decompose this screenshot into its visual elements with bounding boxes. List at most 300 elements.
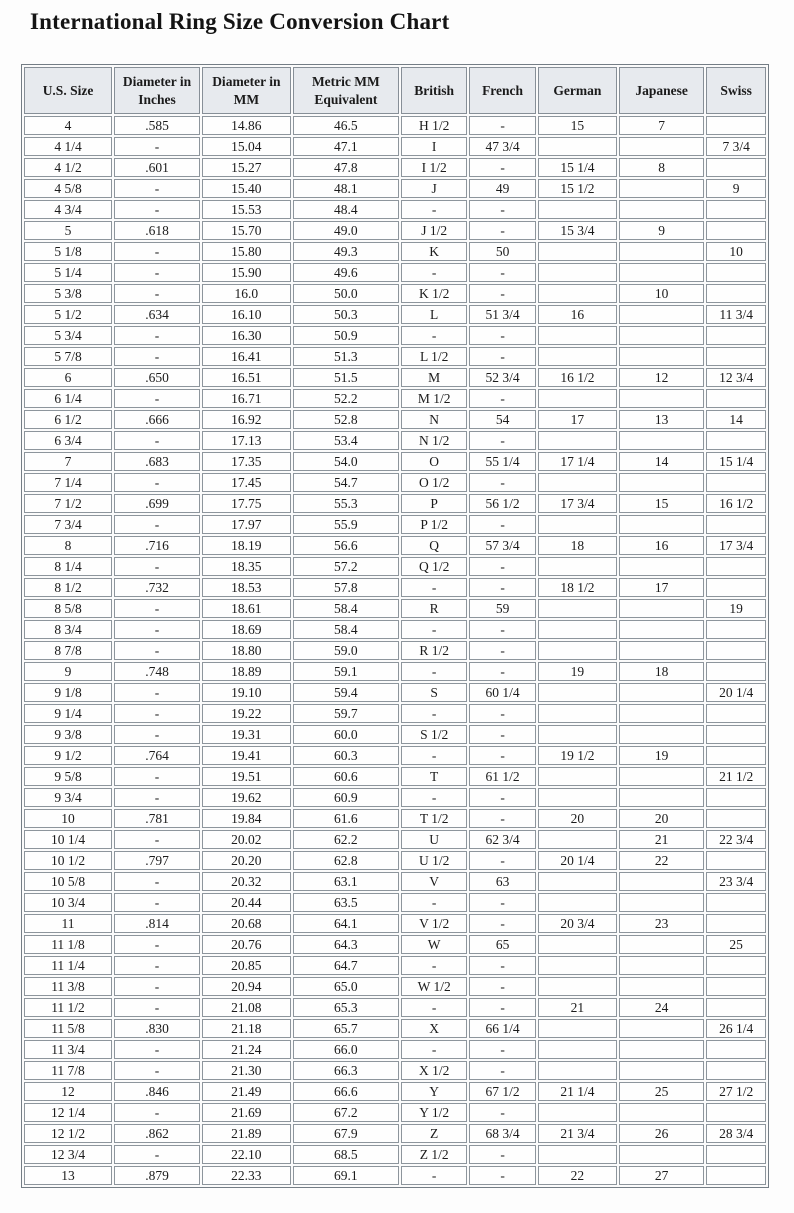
table-cell: P bbox=[401, 494, 467, 513]
table-cell: - bbox=[469, 389, 535, 408]
table-cell: 19 1/2 bbox=[538, 746, 617, 765]
table-cell: 12 bbox=[24, 1082, 112, 1101]
table-cell: 15.53 bbox=[202, 200, 291, 219]
table-cell: 8 1/4 bbox=[24, 557, 112, 576]
table-cell bbox=[706, 116, 766, 135]
table-row bbox=[24, 263, 766, 282]
table-cell: 6 1/2 bbox=[24, 410, 112, 429]
table-cell: 11 7/8 bbox=[24, 1061, 112, 1080]
table-cell: 66 1/4 bbox=[469, 1019, 535, 1038]
table-cell: - bbox=[469, 1145, 535, 1164]
table-cell: 10 1/2 bbox=[24, 851, 112, 870]
table-cell: - bbox=[114, 179, 200, 198]
table-row bbox=[24, 1019, 766, 1038]
table-cell: 26 1/4 bbox=[706, 1019, 766, 1038]
table-cell: 51.5 bbox=[293, 368, 399, 387]
table-cell: 27 1/2 bbox=[706, 1082, 766, 1101]
table-cell: 20.32 bbox=[202, 872, 291, 891]
table-cell bbox=[706, 746, 766, 765]
table-cell: 67.2 bbox=[293, 1103, 399, 1122]
table-cell: W 1/2 bbox=[401, 977, 467, 996]
table-cell: 5 3/4 bbox=[24, 326, 112, 345]
table-cell: - bbox=[469, 473, 535, 492]
table-cell: - bbox=[114, 473, 200, 492]
table-cell: - bbox=[401, 200, 467, 219]
table-cell: 63.1 bbox=[293, 872, 399, 891]
table-cell: - bbox=[114, 830, 200, 849]
table-cell: 55.9 bbox=[293, 515, 399, 534]
table-cell: U bbox=[401, 830, 467, 849]
table-cell bbox=[706, 1040, 766, 1059]
table-cell bbox=[538, 956, 617, 975]
table-cell bbox=[619, 1040, 704, 1059]
table-cell bbox=[538, 872, 617, 891]
table-cell: - bbox=[401, 956, 467, 975]
table-cell: 4 1/4 bbox=[24, 137, 112, 156]
table-cell: 50.9 bbox=[293, 326, 399, 345]
table-cell: - bbox=[114, 389, 200, 408]
table-cell bbox=[706, 473, 766, 492]
table-cell: .732 bbox=[114, 578, 200, 597]
table-cell bbox=[538, 1040, 617, 1059]
table-cell: 15 1/4 bbox=[538, 158, 617, 177]
table-cell: 5 1/4 bbox=[24, 263, 112, 282]
table-cell: W bbox=[401, 935, 467, 954]
table-row bbox=[24, 200, 766, 219]
table-cell: 4 bbox=[24, 116, 112, 135]
table-cell: - bbox=[401, 578, 467, 597]
table-cell: 11 1/4 bbox=[24, 956, 112, 975]
table-cell: 7 1/4 bbox=[24, 473, 112, 492]
table-cell: Z bbox=[401, 1124, 467, 1143]
table-cell: - bbox=[469, 578, 535, 597]
table-cell: T 1/2 bbox=[401, 809, 467, 828]
column-header-metric-mm-equivalent: Metric MM Equivalent bbox=[293, 67, 399, 114]
column-header-swiss: Swiss bbox=[706, 67, 766, 114]
table-row bbox=[24, 1124, 766, 1143]
table-cell: 9 1/4 bbox=[24, 704, 112, 723]
table-cell: - bbox=[114, 599, 200, 618]
table-cell: - bbox=[114, 326, 200, 345]
table-cell bbox=[706, 704, 766, 723]
table-cell: 20 1/4 bbox=[538, 851, 617, 870]
table-cell: 5 7/8 bbox=[24, 347, 112, 366]
table-cell: 67.9 bbox=[293, 1124, 399, 1143]
table-cell: 20 bbox=[538, 809, 617, 828]
table-cell bbox=[706, 809, 766, 828]
table-cell bbox=[538, 935, 617, 954]
table-cell: 21.18 bbox=[202, 1019, 291, 1038]
table-cell: - bbox=[401, 1040, 467, 1059]
table-cell: - bbox=[469, 998, 535, 1017]
table-row bbox=[24, 137, 766, 156]
table-cell: X 1/2 bbox=[401, 1061, 467, 1080]
table-cell: 51 3/4 bbox=[469, 305, 535, 324]
table-cell: - bbox=[469, 1166, 535, 1185]
table-cell: V 1/2 bbox=[401, 914, 467, 933]
table-cell: - bbox=[114, 620, 200, 639]
table-cell: Q bbox=[401, 536, 467, 555]
table-cell: 19 bbox=[619, 746, 704, 765]
table-row bbox=[24, 704, 766, 723]
table-cell bbox=[619, 935, 704, 954]
table-cell: .781 bbox=[114, 809, 200, 828]
table-row bbox=[24, 893, 766, 912]
table-cell bbox=[538, 1145, 617, 1164]
table-cell bbox=[538, 893, 617, 912]
table-cell: 59.1 bbox=[293, 662, 399, 681]
table-cell bbox=[706, 389, 766, 408]
table-cell: Y bbox=[401, 1082, 467, 1101]
table-cell: - bbox=[114, 683, 200, 702]
table-body bbox=[24, 116, 766, 1185]
table-row bbox=[24, 767, 766, 786]
table-cell: - bbox=[401, 263, 467, 282]
table-row bbox=[24, 641, 766, 660]
table-cell: 10 bbox=[706, 242, 766, 261]
table-cell: 25 bbox=[619, 1082, 704, 1101]
table-cell: 14 bbox=[619, 452, 704, 471]
table-cell: - bbox=[469, 221, 535, 240]
table-cell: 20.76 bbox=[202, 935, 291, 954]
table-cell: .830 bbox=[114, 1019, 200, 1038]
table-cell: 18.89 bbox=[202, 662, 291, 681]
table-cell: .879 bbox=[114, 1166, 200, 1185]
table-cell bbox=[619, 683, 704, 702]
table-cell: N bbox=[401, 410, 467, 429]
table-cell: - bbox=[401, 1166, 467, 1185]
table-row bbox=[24, 431, 766, 450]
table-cell: - bbox=[401, 998, 467, 1017]
table-cell: 19.62 bbox=[202, 788, 291, 807]
table-cell: 21 bbox=[619, 830, 704, 849]
table-cell: 8 bbox=[24, 536, 112, 555]
table-row bbox=[24, 725, 766, 744]
table-cell bbox=[706, 1145, 766, 1164]
table-cell: 58.4 bbox=[293, 599, 399, 618]
table-cell bbox=[538, 830, 617, 849]
table-cell: 54 bbox=[469, 410, 535, 429]
table-cell: 14 bbox=[706, 410, 766, 429]
table-cell: M 1/2 bbox=[401, 389, 467, 408]
table-cell bbox=[706, 1061, 766, 1080]
table-cell: 19.84 bbox=[202, 809, 291, 828]
table-cell: 18 1/2 bbox=[538, 578, 617, 597]
table-cell bbox=[538, 515, 617, 534]
table-cell bbox=[619, 263, 704, 282]
table-cell: - bbox=[114, 788, 200, 807]
table-cell: 22.33 bbox=[202, 1166, 291, 1185]
table-cell: 16 1/2 bbox=[538, 368, 617, 387]
table-cell: 47.8 bbox=[293, 158, 399, 177]
table-cell bbox=[706, 1103, 766, 1122]
table-cell: - bbox=[114, 1061, 200, 1080]
table-cell bbox=[619, 1061, 704, 1080]
table-cell: - bbox=[114, 200, 200, 219]
table-row bbox=[24, 977, 766, 996]
table-cell: 16.92 bbox=[202, 410, 291, 429]
table-cell: 6 3/4 bbox=[24, 431, 112, 450]
table-cell bbox=[538, 704, 617, 723]
ring-size-conversion-table bbox=[21, 64, 769, 1188]
table-cell bbox=[538, 1019, 617, 1038]
table-cell: .683 bbox=[114, 452, 200, 471]
table-cell: V bbox=[401, 872, 467, 891]
table-cell: - bbox=[469, 263, 535, 282]
table-cell bbox=[619, 620, 704, 639]
table-cell bbox=[538, 347, 617, 366]
table-cell: 9 3/4 bbox=[24, 788, 112, 807]
table-cell: 15.40 bbox=[202, 179, 291, 198]
table-cell bbox=[619, 515, 704, 534]
table-row bbox=[24, 305, 766, 324]
table-cell: O bbox=[401, 452, 467, 471]
table-cell: - bbox=[469, 641, 535, 660]
table-cell: 7 bbox=[619, 116, 704, 135]
table-cell: 16.71 bbox=[202, 389, 291, 408]
table-cell: 15 bbox=[619, 494, 704, 513]
table-cell: X bbox=[401, 1019, 467, 1038]
table-cell bbox=[706, 515, 766, 534]
table-cell: 57.8 bbox=[293, 578, 399, 597]
table-row bbox=[24, 410, 766, 429]
table-cell: 7 1/2 bbox=[24, 494, 112, 513]
table-cell: 63.5 bbox=[293, 893, 399, 912]
table-cell: 64.3 bbox=[293, 935, 399, 954]
table-header-row bbox=[24, 67, 766, 114]
table-cell: 6 1/4 bbox=[24, 389, 112, 408]
table-cell: 54.0 bbox=[293, 452, 399, 471]
table-cell: - bbox=[469, 326, 535, 345]
table-cell: 65 bbox=[469, 935, 535, 954]
table-row bbox=[24, 683, 766, 702]
table-cell: 69.1 bbox=[293, 1166, 399, 1185]
table-cell: - bbox=[114, 935, 200, 954]
table-cell: 23 3/4 bbox=[706, 872, 766, 891]
table-cell: 15.90 bbox=[202, 263, 291, 282]
table-cell: - bbox=[469, 788, 535, 807]
table-cell: 15 1/4 bbox=[706, 452, 766, 471]
table-cell bbox=[706, 893, 766, 912]
table-cell: 18.69 bbox=[202, 620, 291, 639]
table-cell: - bbox=[401, 746, 467, 765]
table-cell: .601 bbox=[114, 158, 200, 177]
table-cell: 20.94 bbox=[202, 977, 291, 996]
table-cell: - bbox=[469, 1103, 535, 1122]
table-cell bbox=[619, 347, 704, 366]
table-row bbox=[24, 599, 766, 618]
table-cell: 61.6 bbox=[293, 809, 399, 828]
table-row bbox=[24, 809, 766, 828]
table-cell bbox=[706, 788, 766, 807]
table-cell: .634 bbox=[114, 305, 200, 324]
table-cell bbox=[619, 704, 704, 723]
table-cell bbox=[538, 725, 617, 744]
table-cell: .650 bbox=[114, 368, 200, 387]
table-cell: 10 bbox=[619, 284, 704, 303]
table-cell: 10 3/4 bbox=[24, 893, 112, 912]
table-cell: 12 3/4 bbox=[706, 368, 766, 387]
table-cell: 19.22 bbox=[202, 704, 291, 723]
table-cell: 11 1/8 bbox=[24, 935, 112, 954]
table-cell: 26 bbox=[619, 1124, 704, 1143]
table-cell: 5 1/8 bbox=[24, 242, 112, 261]
table-cell: 4 5/8 bbox=[24, 179, 112, 198]
table-cell: 17 bbox=[619, 578, 704, 597]
table-cell: 9 3/8 bbox=[24, 725, 112, 744]
table-row bbox=[24, 1082, 766, 1101]
table-cell: 28 3/4 bbox=[706, 1124, 766, 1143]
table-header bbox=[24, 67, 766, 114]
table-row bbox=[24, 179, 766, 198]
table-cell: .862 bbox=[114, 1124, 200, 1143]
table-cell bbox=[706, 977, 766, 996]
table-cell bbox=[619, 389, 704, 408]
table-cell: 17.97 bbox=[202, 515, 291, 534]
table-cell bbox=[619, 1103, 704, 1122]
table-cell: 15.04 bbox=[202, 137, 291, 156]
table-cell: 16.41 bbox=[202, 347, 291, 366]
table-cell: 60.0 bbox=[293, 725, 399, 744]
table-cell: 11 1/2 bbox=[24, 998, 112, 1017]
table-cell: 65.7 bbox=[293, 1019, 399, 1038]
table-cell: - bbox=[114, 263, 200, 282]
table-cell: 20 bbox=[619, 809, 704, 828]
table-cell: Q 1/2 bbox=[401, 557, 467, 576]
table-cell: - bbox=[114, 431, 200, 450]
table-cell: 21 bbox=[538, 998, 617, 1017]
table-cell: 59.4 bbox=[293, 683, 399, 702]
table-cell: 56 1/2 bbox=[469, 494, 535, 513]
table-row bbox=[24, 284, 766, 303]
table-row bbox=[24, 620, 766, 639]
table-cell bbox=[619, 788, 704, 807]
table-cell: 19.51 bbox=[202, 767, 291, 786]
table-cell: - bbox=[114, 872, 200, 891]
table-cell: - bbox=[469, 977, 535, 996]
table-cell: 17 1/4 bbox=[538, 452, 617, 471]
table-cell: 13 bbox=[24, 1166, 112, 1185]
table-cell: O 1/2 bbox=[401, 473, 467, 492]
table-cell: 23 bbox=[619, 914, 704, 933]
table-cell: 8 7/8 bbox=[24, 641, 112, 660]
table-cell: 15 1/2 bbox=[538, 179, 617, 198]
table-cell: 18.35 bbox=[202, 557, 291, 576]
table-cell: 10 bbox=[24, 809, 112, 828]
table-cell: 66.0 bbox=[293, 1040, 399, 1059]
table-cell bbox=[619, 893, 704, 912]
table-cell: 13 bbox=[619, 410, 704, 429]
table-cell bbox=[619, 137, 704, 156]
table-cell: - bbox=[401, 620, 467, 639]
table-cell bbox=[706, 956, 766, 975]
table-cell bbox=[619, 725, 704, 744]
table-cell: J 1/2 bbox=[401, 221, 467, 240]
table-cell: 11 5/8 bbox=[24, 1019, 112, 1038]
table-cell: 21.49 bbox=[202, 1082, 291, 1101]
table-cell: 8 bbox=[619, 158, 704, 177]
table-cell bbox=[619, 557, 704, 576]
table-cell: - bbox=[114, 767, 200, 786]
table-cell: 68.5 bbox=[293, 1145, 399, 1164]
table-cell: U 1/2 bbox=[401, 851, 467, 870]
table-row bbox=[24, 452, 766, 471]
table-cell bbox=[706, 851, 766, 870]
table-cell: 49.3 bbox=[293, 242, 399, 261]
table-cell: T bbox=[401, 767, 467, 786]
table-cell: 7 3/4 bbox=[706, 137, 766, 156]
table-cell: 55.3 bbox=[293, 494, 399, 513]
table-cell bbox=[619, 305, 704, 324]
table-cell bbox=[538, 137, 617, 156]
table-cell: - bbox=[114, 1103, 200, 1122]
table-cell: - bbox=[114, 557, 200, 576]
table-cell bbox=[706, 431, 766, 450]
table-cell: 12 3/4 bbox=[24, 1145, 112, 1164]
table-cell: 20.68 bbox=[202, 914, 291, 933]
table-cell bbox=[538, 977, 617, 996]
table-cell: - bbox=[114, 956, 200, 975]
table-cell: - bbox=[114, 725, 200, 744]
table-cell: - bbox=[469, 809, 535, 828]
table-cell: - bbox=[114, 284, 200, 303]
table-cell: 9 bbox=[706, 179, 766, 198]
table-cell: 10 5/8 bbox=[24, 872, 112, 891]
table-row bbox=[24, 1145, 766, 1164]
table-cell: 60 1/4 bbox=[469, 683, 535, 702]
table-cell: 16.10 bbox=[202, 305, 291, 324]
table-cell bbox=[706, 725, 766, 744]
table-cell: 67 1/2 bbox=[469, 1082, 535, 1101]
table-row bbox=[24, 326, 766, 345]
table-row bbox=[24, 1040, 766, 1059]
table-cell: 19.41 bbox=[202, 746, 291, 765]
table-cell: 17.75 bbox=[202, 494, 291, 513]
table-cell: 20.20 bbox=[202, 851, 291, 870]
table-cell: 7 3/4 bbox=[24, 515, 112, 534]
table-cell: .748 bbox=[114, 662, 200, 681]
table-cell: - bbox=[469, 347, 535, 366]
table-cell: 20 3/4 bbox=[538, 914, 617, 933]
table-cell bbox=[538, 1103, 617, 1122]
table-cell bbox=[619, 767, 704, 786]
table-cell: 10 1/4 bbox=[24, 830, 112, 849]
table-cell: - bbox=[469, 200, 535, 219]
table-cell bbox=[538, 1061, 617, 1080]
table-cell: .764 bbox=[114, 746, 200, 765]
table-cell: 59.7 bbox=[293, 704, 399, 723]
table-cell: 11 3/8 bbox=[24, 977, 112, 996]
table-cell: 21 1/4 bbox=[538, 1082, 617, 1101]
table-cell bbox=[619, 599, 704, 618]
table-cell bbox=[706, 200, 766, 219]
table-cell: 53.4 bbox=[293, 431, 399, 450]
table-cell bbox=[619, 473, 704, 492]
table-cell bbox=[619, 956, 704, 975]
table-cell: 66.3 bbox=[293, 1061, 399, 1080]
table-cell bbox=[538, 200, 617, 219]
table-cell: - bbox=[469, 515, 535, 534]
table-row bbox=[24, 347, 766, 366]
table-cell bbox=[538, 263, 617, 282]
table-row bbox=[24, 830, 766, 849]
table-cell: 15 bbox=[538, 116, 617, 135]
table-cell: 16.30 bbox=[202, 326, 291, 345]
table-cell: 22 bbox=[619, 851, 704, 870]
table-cell: 63 bbox=[469, 872, 535, 891]
table-cell: - bbox=[401, 788, 467, 807]
table-cell: 18 bbox=[538, 536, 617, 555]
